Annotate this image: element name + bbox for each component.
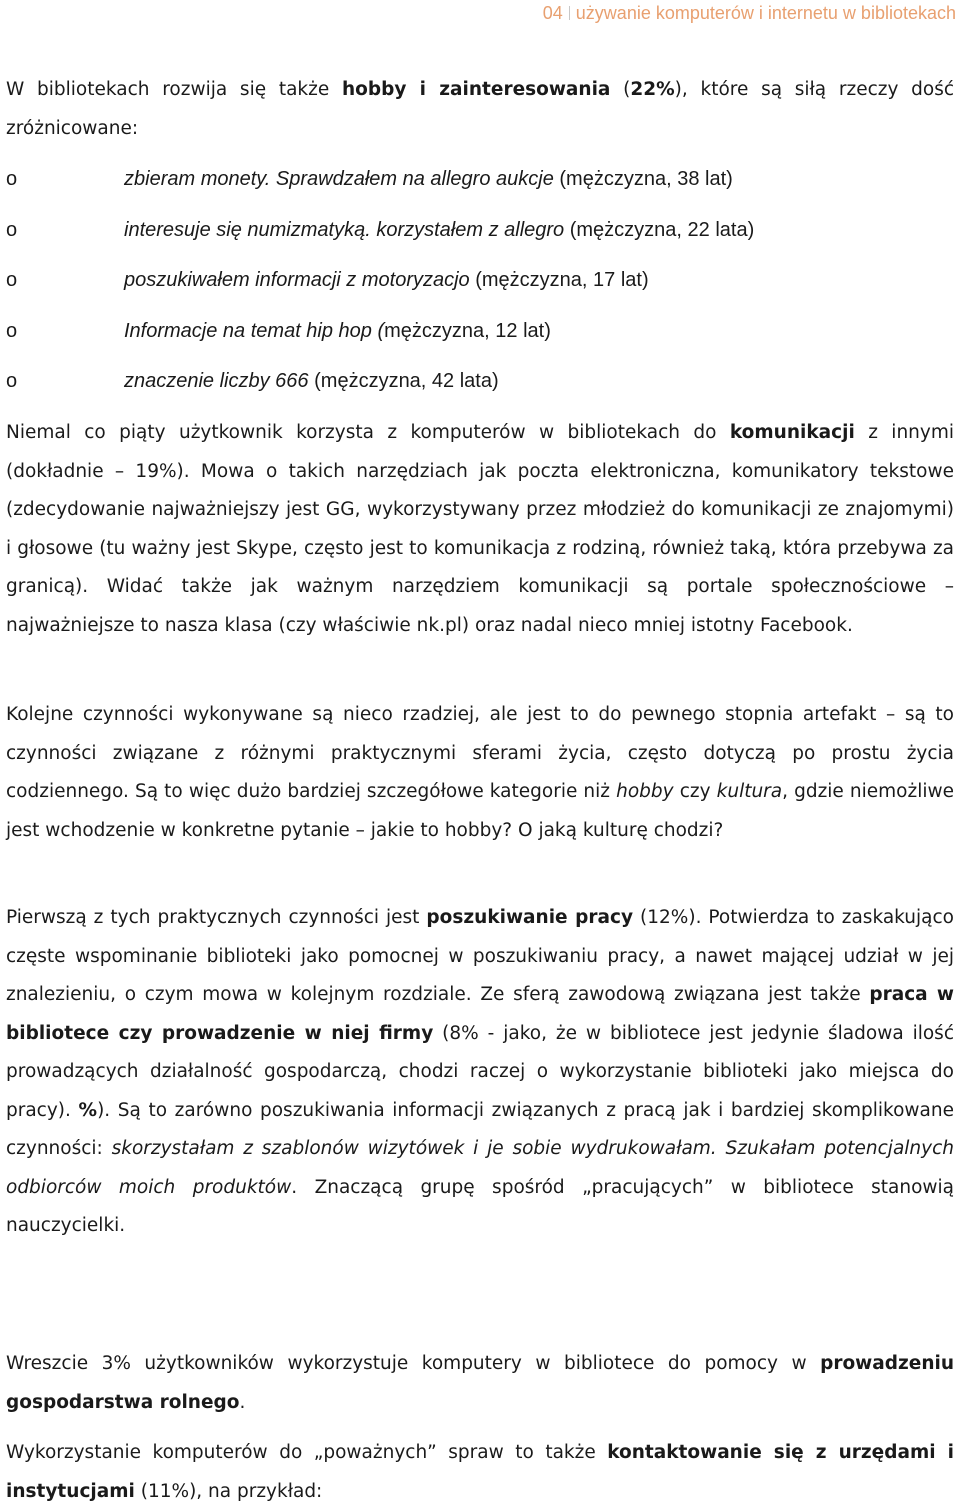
chapter-number: 04: [542, 3, 563, 23]
list-item: o Informacje na temat hip hop (mężczyzna, 12 lat): [6, 316, 954, 367]
quote-wizytowki: skorzystałam z szablonów wizytówek i je sobie wydrukowałam. Szukałam potencjalnych odbiorców moich produktów: [6, 1138, 954, 1198]
bullet-marker: o: [6, 319, 18, 342]
running-header: [543, 3, 956, 24]
paragraph-hobby: W bibliotekach rozwija się także hobby i zainteresowania (22%), które są siłą rzeczy dość zróżnicowane:: [6, 79, 955, 139]
paragraph-rolnictwo: Wreszcie 3% użytkowników wykorzystuje komputery w bibliotece do pomocy w prowadzeniu gospodarstwa rolnego.: [6, 1353, 954, 1413]
bullet-marker: o: [6, 269, 18, 291]
list-item: o interesuje się numizmatyką. korzystałem z allegro (mężczyzna, 22 lata): [6, 215, 954, 266]
paragraph-komunikacja: Niemal co piąty użytkownik korzysta z komputerów w bibliotekach do komunikacji z innymi (dokładnie – 19%). Mowa o takich narzędziach jak poczta elektroniczna, komunikatory tekstowe (zdecydowanie najważniejszy jest GG, wykorzystywany przez młodzież do komunikacji ze znajomymi) i głosowe (tu ważny jest Skype, często jest to komunikacja z rodziną, również taką, która przebywa za granicą). Widać także jak ważnym narzędziem komunikacji są portale społecznościowe – najważniejsze to nasza klasa (czy właściwie nk.pl) oraz nadal nieco mniej istotny Facebook.: [6, 422, 955, 636]
emphasis-percent: 22%: [630, 79, 675, 100]
bullet-marker: o: [6, 218, 18, 241]
hobby-quotes-list: [6, 164, 954, 417]
bullet-marker: o: [6, 168, 18, 190]
paragraph-kolejne: Kolejne czynności wykonywane są nieco rzadziej, ale jest to do pewnego stopnia artefakt – są to czynności związane z różnymi praktycznymi sferami życia, często dotyczą po prostu życia codziennego. Są to więc dużo bardziej szczegółowe kategorie niż hobby czy kultura, gdzie niemożliwe jest wchodzenie w konkretne pytanie – jakie to hobby? O jaką kulturę chodzi?: [6, 704, 955, 841]
emphasis-urzedy: kontaktowanie się z urzędami i instytucjami: [6, 1442, 954, 1502]
header-divider: [569, 6, 570, 20]
emphasis-komunikacja: komunikacji: [729, 422, 855, 443]
paragraph-urzedy: Wykorzystanie komputerów do „poważnych” spraw to także kontaktowanie się z urzędami i instytucjami (11%), na przykład:: [6, 1442, 954, 1502]
list-item: o poszukiwałem informacji z motoryzacjo (mężczyzna, 17 lat): [6, 265, 954, 316]
emphasis-praca-w-bibliotece: praca w bibliotece czy prowadzenie w niej firmy: [6, 984, 954, 1044]
emphasis-gospodarstwo: prowadzeniu gospodarstwa rolnego: [6, 1353, 954, 1413]
chapter-title: używanie komputerów i internetu w bibliotekach: [575, 3, 956, 23]
list-item: o znaczenie liczby 666 (mężczyzna, 42 lata): [6, 366, 954, 417]
list-item: o zbieram monety. Sprawdzałem na allegro aukcje (mężczyzna, 38 lat): [6, 164, 954, 215]
emphasis-poszukiwanie-pracy: poszukiwanie pracy: [426, 907, 634, 928]
paragraph-praca: Pierwszą z tych praktycznych czynności jest poszukiwanie pracy (12%). Potwierdza to zaskakująco częste wspominanie biblioteki jako pomocnej w poszukiwaniu pracy, a nawet mającej udział w jej znalezieniu, o czym mowa w kolejnym rozdziale. Ze sferą zawodową związana jest także praca w bibliotece czy prowadzenie w niej firmy (8% - jako, że w bibliotece jest jedynie śladowa ilość prowadzących działalność gospodarczą, chodzi raczej o wykorzystanie biblioteki jako miejsca do pracy). %). Są to zarówno poszukiwania informacji związanych z pracą jak i bardziej skomplikowane czynności: skorzystałam z szablonów wizytówek i je sobie wydrukowałam. Szukałam potencjalnych odbiorców moich produktów. Znaczącą grupę spośród „pracujących” w bibliotece stanowią nauczycielki.: [6, 907, 955, 1236]
emphasis-hobby: hobby i zainteresowania: [341, 79, 611, 100]
bullet-marker: o: [6, 370, 18, 392]
